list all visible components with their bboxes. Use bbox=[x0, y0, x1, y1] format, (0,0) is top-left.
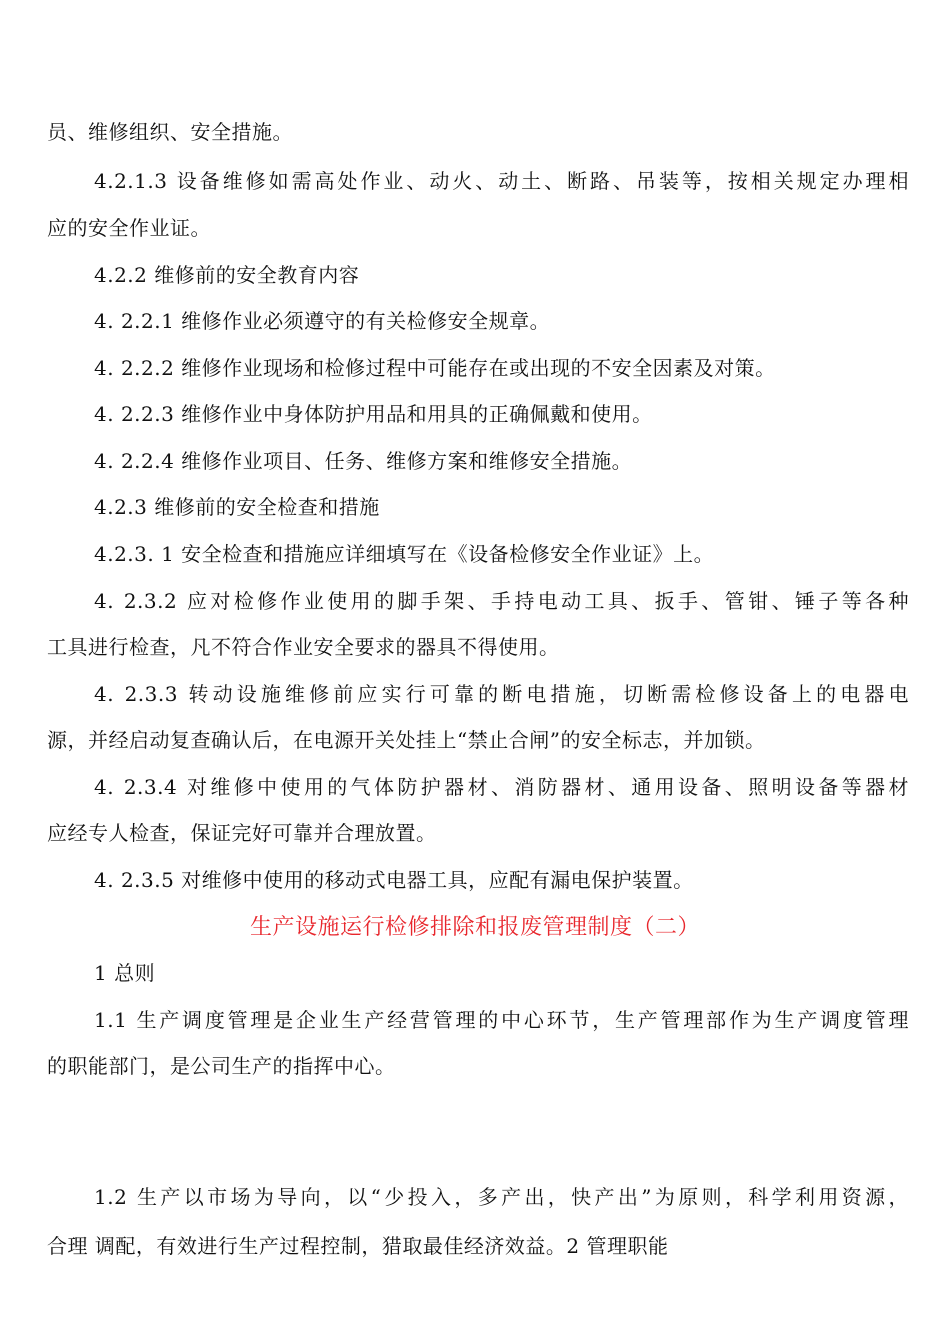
paragraph-line: 4. 2.3.3 转动设施维修前应实行可靠的断电措施，切断需检修设备上的电器电 bbox=[94, 682, 909, 706]
section-heading-line: 4.2.3 维修前的安全检查和措施 bbox=[94, 495, 380, 519]
document-title: 生产设施运行检修排除和报废管理制度（二） bbox=[249, 915, 700, 940]
section-heading-line: 1 总则 bbox=[94, 961, 156, 985]
paragraph-line: 合理 调配，有效进行生产过程控制，猎取最佳经济效益。2 管理职能 bbox=[47, 1234, 669, 1258]
paragraph-line: 4.2.1.3 设备维修如需高处作业、动火、动土、断路、吊装等，按相关规定办理相 bbox=[94, 169, 909, 193]
paragraph-line: 4. 2.2.4 维修作业项目、任务、维修方案和维修安全措施。 bbox=[94, 449, 633, 473]
paragraph-line: 应的安全作业证。 bbox=[47, 216, 211, 240]
paragraph-line: 4. 2.2.2 维修作业现场和检修过程中可能存在或出现的不安全因素及对策。 bbox=[94, 356, 776, 380]
paragraph-line: 4. 2.2.1 维修作业必须遵守的有关检修安全规章。 bbox=[94, 309, 551, 333]
paragraph-line: 源，并经启动复查确认后，在电源开关处挂上“禁止合闸”的安全标志，并加锁。 bbox=[47, 728, 766, 752]
paragraph-line: 1.1 生产调度管理是企业生产经营管理的中心环节，生产管理部作为生产调度管理 bbox=[94, 1008, 909, 1032]
paragraph-line: 4.2.3. 1 安全检查和措施应详细填写在《设备检修安全作业证》上。 bbox=[94, 542, 715, 566]
paragraph-line: 工具进行检查，凡不符合作业安全要求的器具不得使用。 bbox=[47, 635, 560, 659]
paragraph-line: 1.2 生产以市场为导向，以“少投入，多产出，快产出”为原则，科学利用资源， bbox=[94, 1185, 909, 1209]
paragraph-line: 4. 2.3.4 对维修中使用的气体防护器材、消防器材、通用设备、照明设备等器材 bbox=[94, 775, 909, 799]
section-heading-line: 4.2.2 维修前的安全教育内容 bbox=[94, 263, 360, 287]
paragraph-line: 的职能部门，是公司生产的指挥中心。 bbox=[47, 1054, 396, 1078]
paragraph-line: 4. 2.2.3 维修作业中身体防护用品和用具的正确佩戴和使用。 bbox=[94, 402, 653, 426]
paragraph-line: 4. 2.3.5 对维修中使用的移动式电器工具，应配有漏电保护装置。 bbox=[94, 868, 694, 892]
paragraph-line: 员、维修组织、安全措施。 bbox=[47, 120, 293, 144]
paragraph-line: 4. 2.3.2 应对检修作业使用的脚手架、手持电动工具、扳手、管钳、锤子等各种 bbox=[94, 589, 909, 613]
paragraph-line: 应经专人检查，保证完好可靠并合理放置。 bbox=[47, 821, 437, 845]
